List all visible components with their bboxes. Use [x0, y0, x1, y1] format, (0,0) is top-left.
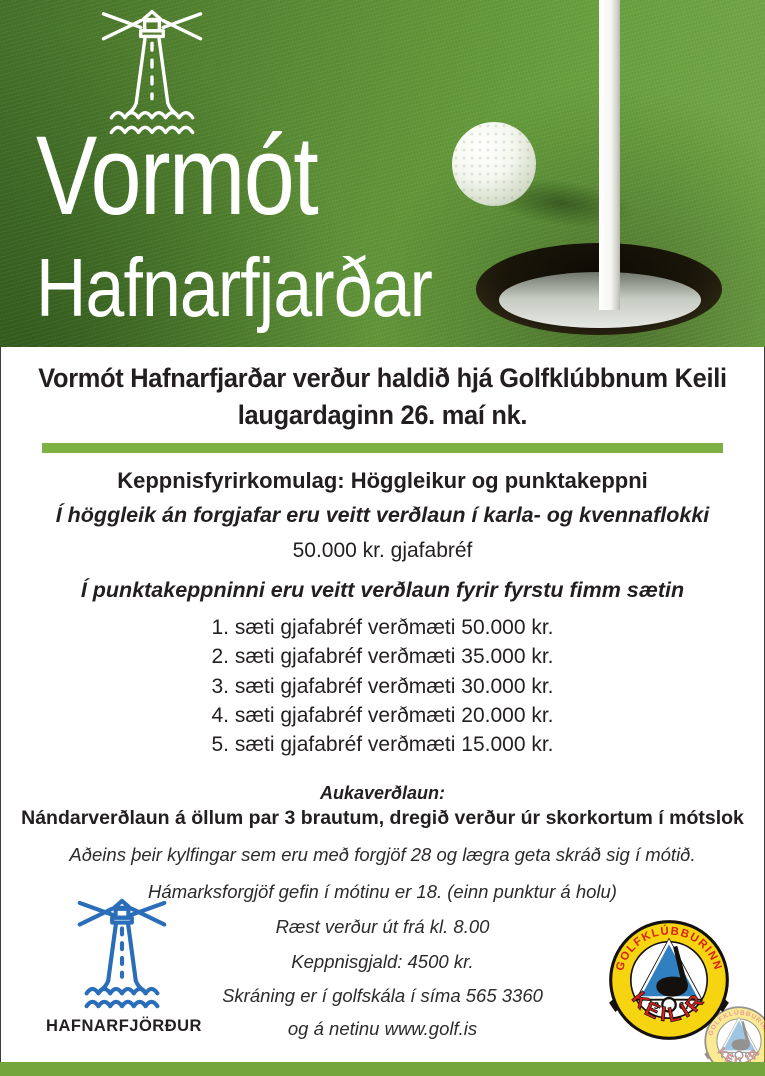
announcement-line1: Vormót Hafnarfjarðar verður haldið hjá Golfklúbbnum Keili [38, 363, 727, 393]
format-heading: Keppnisfyrirkomulag: Höggleikur og punktakeppni [117, 468, 648, 493]
announcement [23, 360, 742, 434]
handicap-line: Hámarksforgjöf gefin í mótinu er 18. (einn punktur á holu) [148, 881, 617, 902]
prize-item: 1. sæti gjafabréf verðmæti 50.000 kr. [211, 616, 554, 639]
prize-item: 3. sæti gjafabréf verðmæti 30.000 kr. [211, 675, 554, 698]
strokeplay-prize: 50.000 kr. gjafabréf [292, 539, 473, 562]
green-divider-bar [42, 443, 723, 453]
hafnarfjordur-label: HAFNARFJÖRÐUR [46, 1017, 202, 1035]
bonus-line: Nándarverðlaun á öllum par 3 brautum, dregið verður úr skorkortum í mótslok [21, 807, 744, 829]
footer-green-bar [0, 1062, 765, 1076]
prize-item: 4. sæti gjafabréf verðmæti 20.000 kr. [211, 704, 554, 727]
registration-line1: Skráning er í golfskála í síma 565 3360 [222, 985, 543, 1006]
prize-item: 5. sæti gjafabréf verðmæti 15.000 kr. [211, 733, 554, 756]
lighthouse-icon [70, 896, 174, 1018]
flagstick [599, 0, 620, 310]
golf-ball [452, 122, 536, 206]
grass-header-photo [0, 0, 765, 347]
announcement-line2: laugardaginn 26. maí nk. [237, 400, 528, 430]
poster-title-line1: Vormót [36, 113, 318, 238]
eligibility-line: Aðeins þeir kylfingar sem eru með forgjöf 28 og lægra geta skráð sig í mótið. [69, 844, 696, 865]
strokeplay-line: Í höggleik án forgjafar eru veitt verðlaun í karla- og kvennaflokki [55, 503, 710, 527]
prize-item: 2. sæti gjafabréf verðmæti 35.000 kr. [211, 645, 554, 668]
entry-fee-line: Keppnisgjald: 4500 kr. [291, 951, 474, 972]
poster-title-line2: Hafnarfjarðar [36, 241, 432, 334]
bonus-heading: Aukaverðlaun: [319, 783, 446, 803]
registration-line2: og á netinu www.golf.is [287, 1018, 478, 1039]
start-time-line: Ræst verður út frá kl. 8.00 [275, 916, 490, 937]
points-heading: Í punktakeppninni eru veitt verðlaun fyrir fyrstu fimm sætin [80, 578, 685, 602]
